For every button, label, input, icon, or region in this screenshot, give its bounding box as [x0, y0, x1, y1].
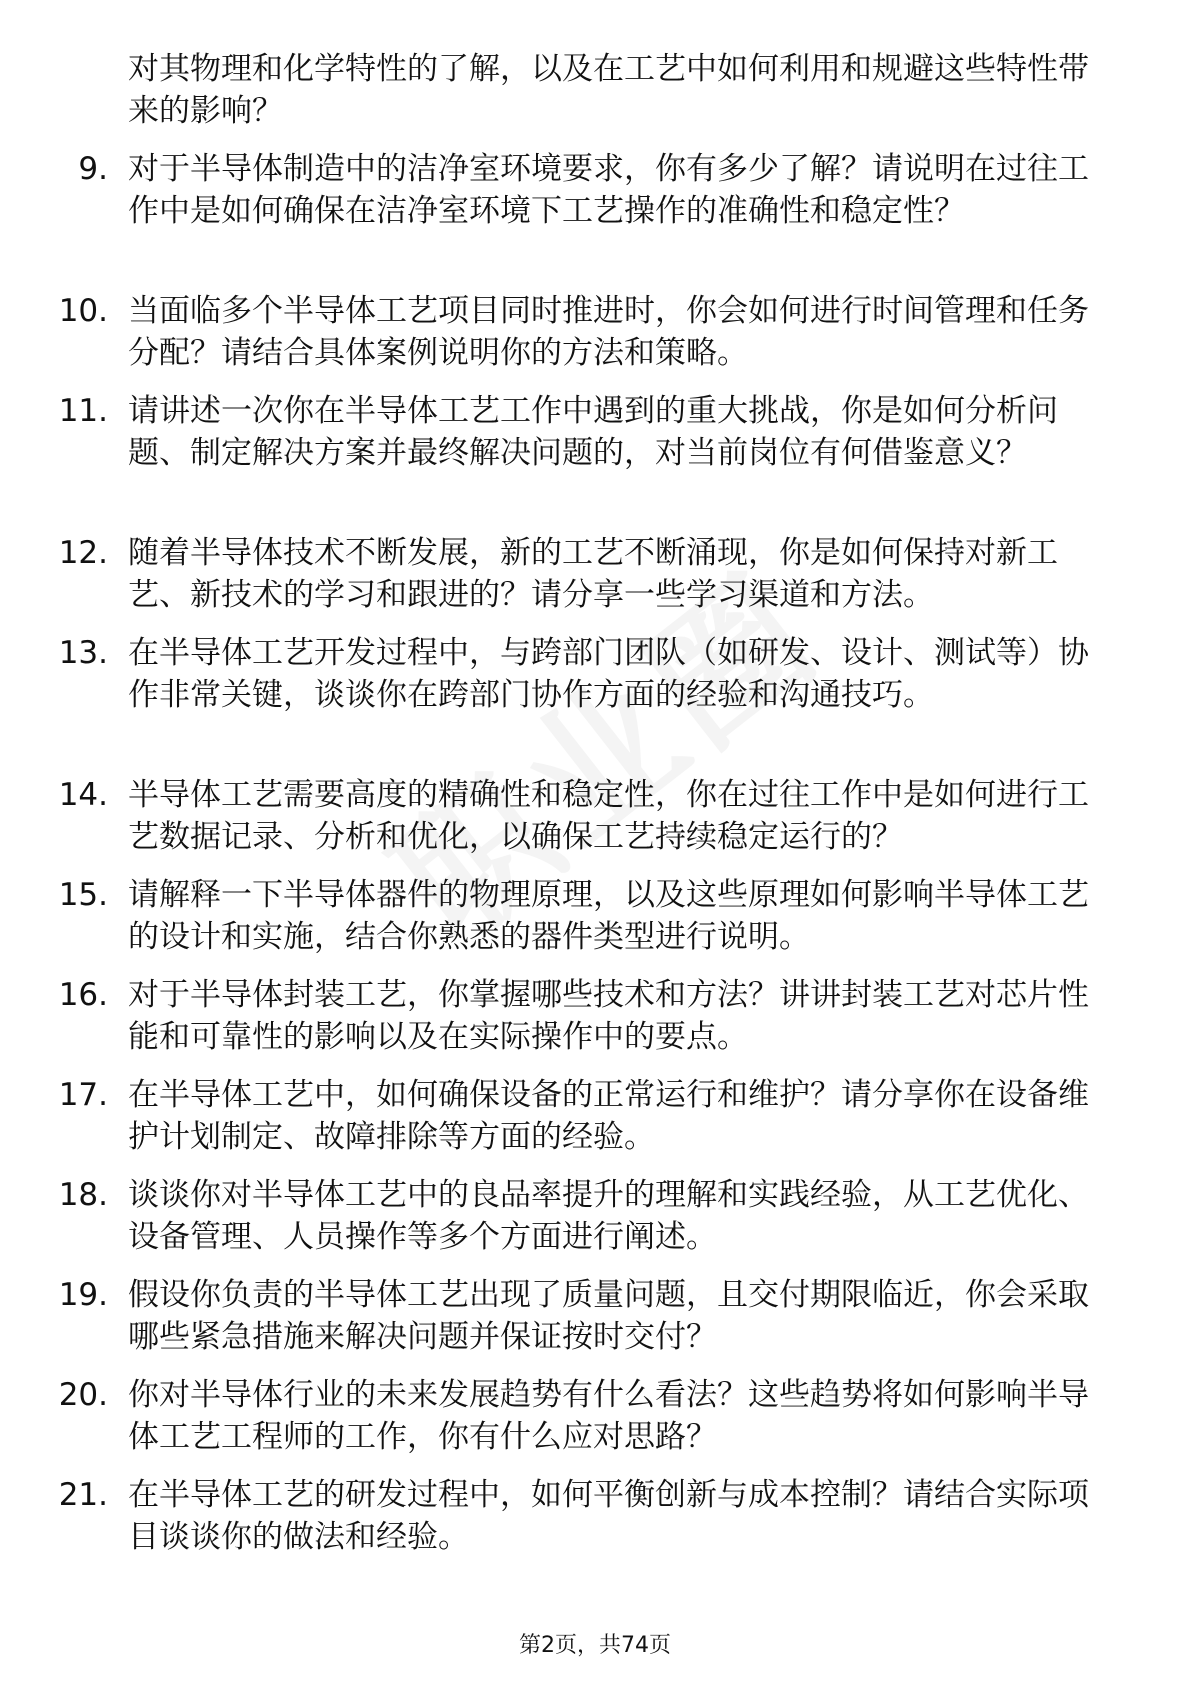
- question-text: 对于半导体制造中的洁净室环境要求，你有多少了解？请说明在过往工作中是如何确保在洁净室环境下工艺操作的准确性和稳定性？: [128, 151, 1089, 229]
- question-number: 11.: [58, 393, 108, 429]
- question-number: 19.: [58, 1277, 108, 1313]
- question-text: 半导体工艺需要高度的精确性和稳定性，你在过往工作中是如何进行工艺数据记录、分析和优化，以确保工艺持续稳定运行的？: [128, 777, 1089, 855]
- question-number: 18.: [58, 1177, 108, 1213]
- question-text: 在半导体工艺的研发过程中，如何平衡创新与成本控制？请结合实际项目谈谈你的做法和经验。: [128, 1477, 1089, 1555]
- question-text: 假设你负责的半导体工艺出现了质量问题，且交付期限临近，你会采取哪些紧急措施来解决问题并保证按时交付？: [128, 1277, 1089, 1355]
- question-number: 9.: [78, 151, 108, 187]
- question-text: 请讲述一次你在半导体工艺工作中遇到的重大挑战，你是如何分析问题、制定解决方案并最终解决问题的，对当前岗位有何借鉴意义？: [128, 393, 1058, 471]
- page-footer: 第2页，共74页: [519, 1633, 671, 1658]
- question-text: 当面临多个半导体工艺项目同时推进时，你会如何进行时间管理和任务分配？请结合具体案例说明你的方法和策略。: [128, 293, 1089, 371]
- question-text: 随着半导体技术不断发展，新的工艺不断涌现，你是如何保持对新工艺、新技术的学习和跟进的？请分享一些学习渠道和方法。: [128, 535, 1058, 613]
- question-number: 14.: [58, 777, 108, 813]
- question-number: 21.: [58, 1477, 108, 1513]
- question-text: 在半导体工艺开发过程中，与跨部门团队（如研发、设计、测试等）协作非常关键，谈谈你在跨部门协作方面的经验和沟通技巧。: [128, 635, 1089, 713]
- question-text: 谈谈你对半导体工艺中的良品率提升的理解和实践经验，从工艺优化、设备管理、人员操作等多个方面进行阐述。: [128, 1177, 1089, 1255]
- question-number: 13.: [58, 635, 108, 671]
- question-number: 16.: [58, 977, 108, 1013]
- question-text: 对于半导体封装工艺，你掌握哪些技术和方法？讲讲封装工艺对芯片性能和可靠性的影响以及在实际操作中的要点。: [128, 977, 1089, 1055]
- continuation-text: 对其物理和化学特性的了解，以及在工艺中如何利用和规避这些特性带来的影响？: [128, 51, 1089, 129]
- question-number: 20.: [58, 1377, 108, 1413]
- question-number: 10.: [58, 293, 108, 329]
- question-number: 15.: [58, 877, 108, 913]
- question-number: 17.: [58, 1077, 108, 1113]
- question-text: 请解释一下半导体器件的物理原理，以及这些原理如何影响半导体工艺的设计和实施，结合你熟悉的器件类型进行说明。: [128, 877, 1089, 955]
- question-text: 你对半导体行业的未来发展趋势有什么看法？这些趋势将如何影响半导体工艺工程师的工作，你有什么应对思路？: [128, 1377, 1089, 1455]
- question-text: 在半导体工艺中，如何确保设备的正常运行和维护？请分享你在设备维护计划制定、故障排除等方面的经验。: [128, 1077, 1089, 1155]
- question-number: 12.: [58, 535, 108, 571]
